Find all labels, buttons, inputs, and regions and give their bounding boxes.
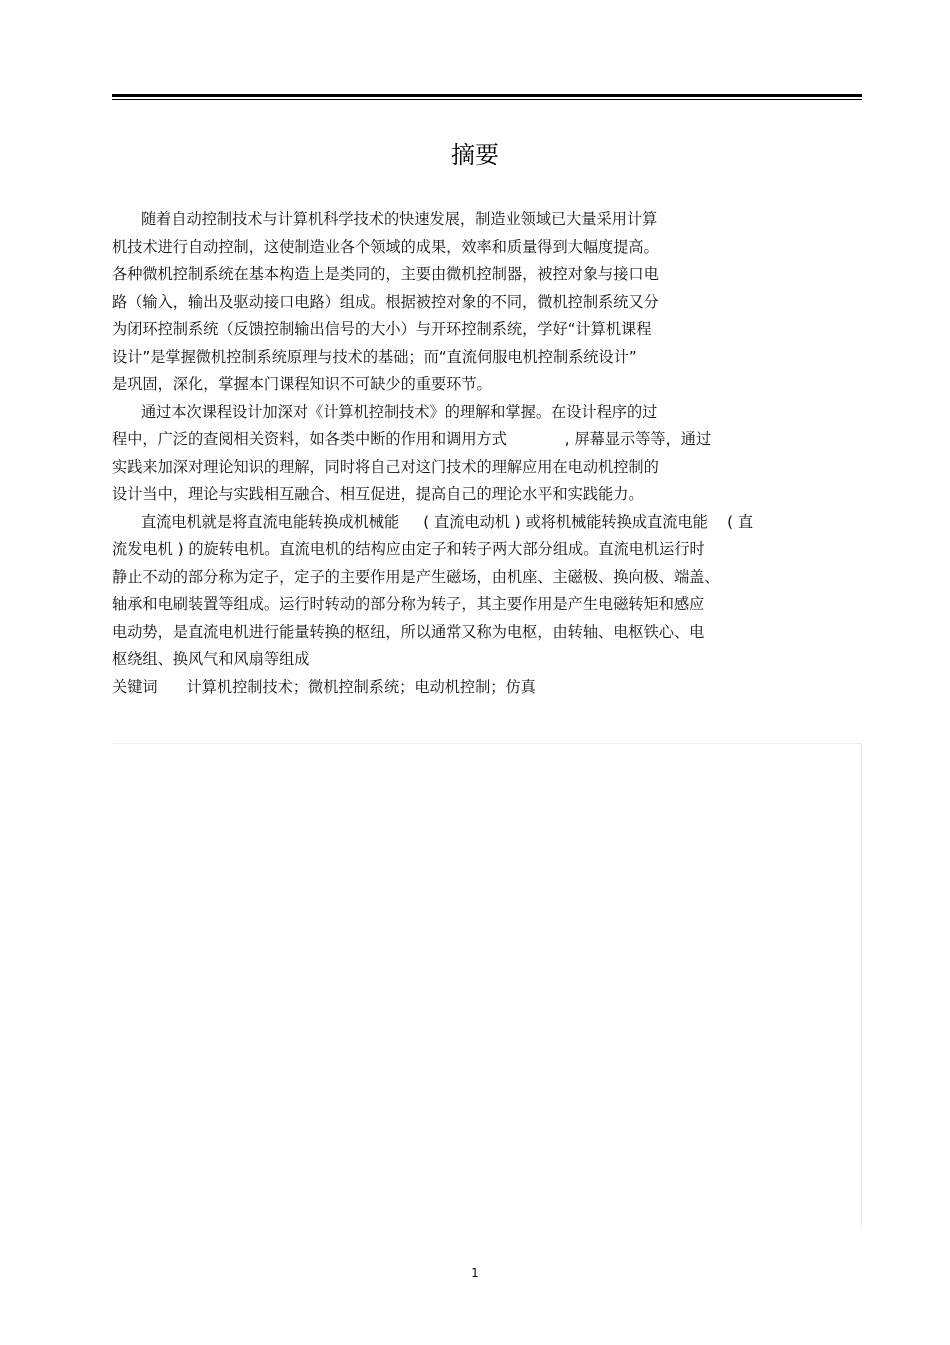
- abstract-title: 摘要: [451, 141, 499, 169]
- text-line: 直流电机就是将直流电能转换成机械能 ( 直流电动机 ) 或将机械能转换成直流电能 ( 直: [112, 512, 754, 531]
- text-line: 静止不动的部分称为定子，定子的主要作用是产生磁场，由机座、主磁极、换向极、端盖、: [112, 567, 720, 586]
- keywords-gap: [158, 678, 187, 696]
- keywords-label: 关键词: [112, 677, 158, 696]
- text-line: 电动势，是直流电机进行能量转换的枢纽，所以通常又称为电枢，由转轴、电枢铁心、电: [112, 622, 705, 641]
- text-line: 为闭环控制系统（反馈控制输出信号的大小）与开环控制系统，学好“计算机课程: [112, 320, 652, 338]
- header-rule-thick: [112, 94, 862, 97]
- frame-top-border: [112, 743, 862, 744]
- keywords-row: [112, 674, 872, 702]
- abstract-body: [112, 206, 872, 701]
- text-line: 设计”是掌握微机控制系统原理与技术的基础；而“直流伺服电机控制系统设计”: [112, 347, 637, 366]
- frame-right-border: [861, 743, 862, 1227]
- text-line: 是巩固，深化，掌握本门课程知识不可缺少的重要环节。: [112, 375, 492, 393]
- text-line: 枢绕组、换风气和风扇等组成: [112, 650, 310, 668]
- page-number: 1: [471, 1266, 479, 1280]
- text-line: 流发电机 ) 的旋转电机。直流电机的结构应由定子和转子两大部分组成。直流电机运行时: [112, 540, 705, 558]
- text-line: 各种微机控制系统在基本构造上是类同的，主要由微机控制器，被控对象与接口电: [112, 265, 659, 283]
- text-line: 机技术进行自动控制，这使制造业各个领域的成果，效率和质量得到大幅度提高。: [112, 237, 659, 256]
- text-line: 随着自动控制技术与计算机科学技术的快速发展，制造业领域已大量采用计算: [112, 210, 658, 228]
- text-line: 路（输入，输出及驱动接口电路）组成。根据被控对象的不同，微机控制系统又分: [112, 292, 659, 311]
- text-line: 程中，广泛的查阅相关资料，如各类中断的作用和调用方式 , 屏幕显示等等，通过: [112, 430, 712, 448]
- text-line: 通过本次课程设计加深对《计算机控制技术》的理解和掌握。在设计程序的过: [112, 402, 658, 421]
- text-line: 设计当中，理论与实践相互融合、相互促进，提高自己的理论水平和实践能力。: [112, 485, 644, 503]
- header-rule-thin: [112, 99, 862, 100]
- text-line: 实践来加深对理论知识的理解，同时将自己对这门技术的理解应用在电动机控制的: [112, 457, 659, 476]
- keywords-text: 计算机控制技术；微机控制系统；电动机控制；仿真: [186, 677, 536, 696]
- text-line: 轴承和电刷装置等组成。运行时转动的部分称为转子，其主要作用是产生电磁转矩和感应: [112, 595, 705, 613]
